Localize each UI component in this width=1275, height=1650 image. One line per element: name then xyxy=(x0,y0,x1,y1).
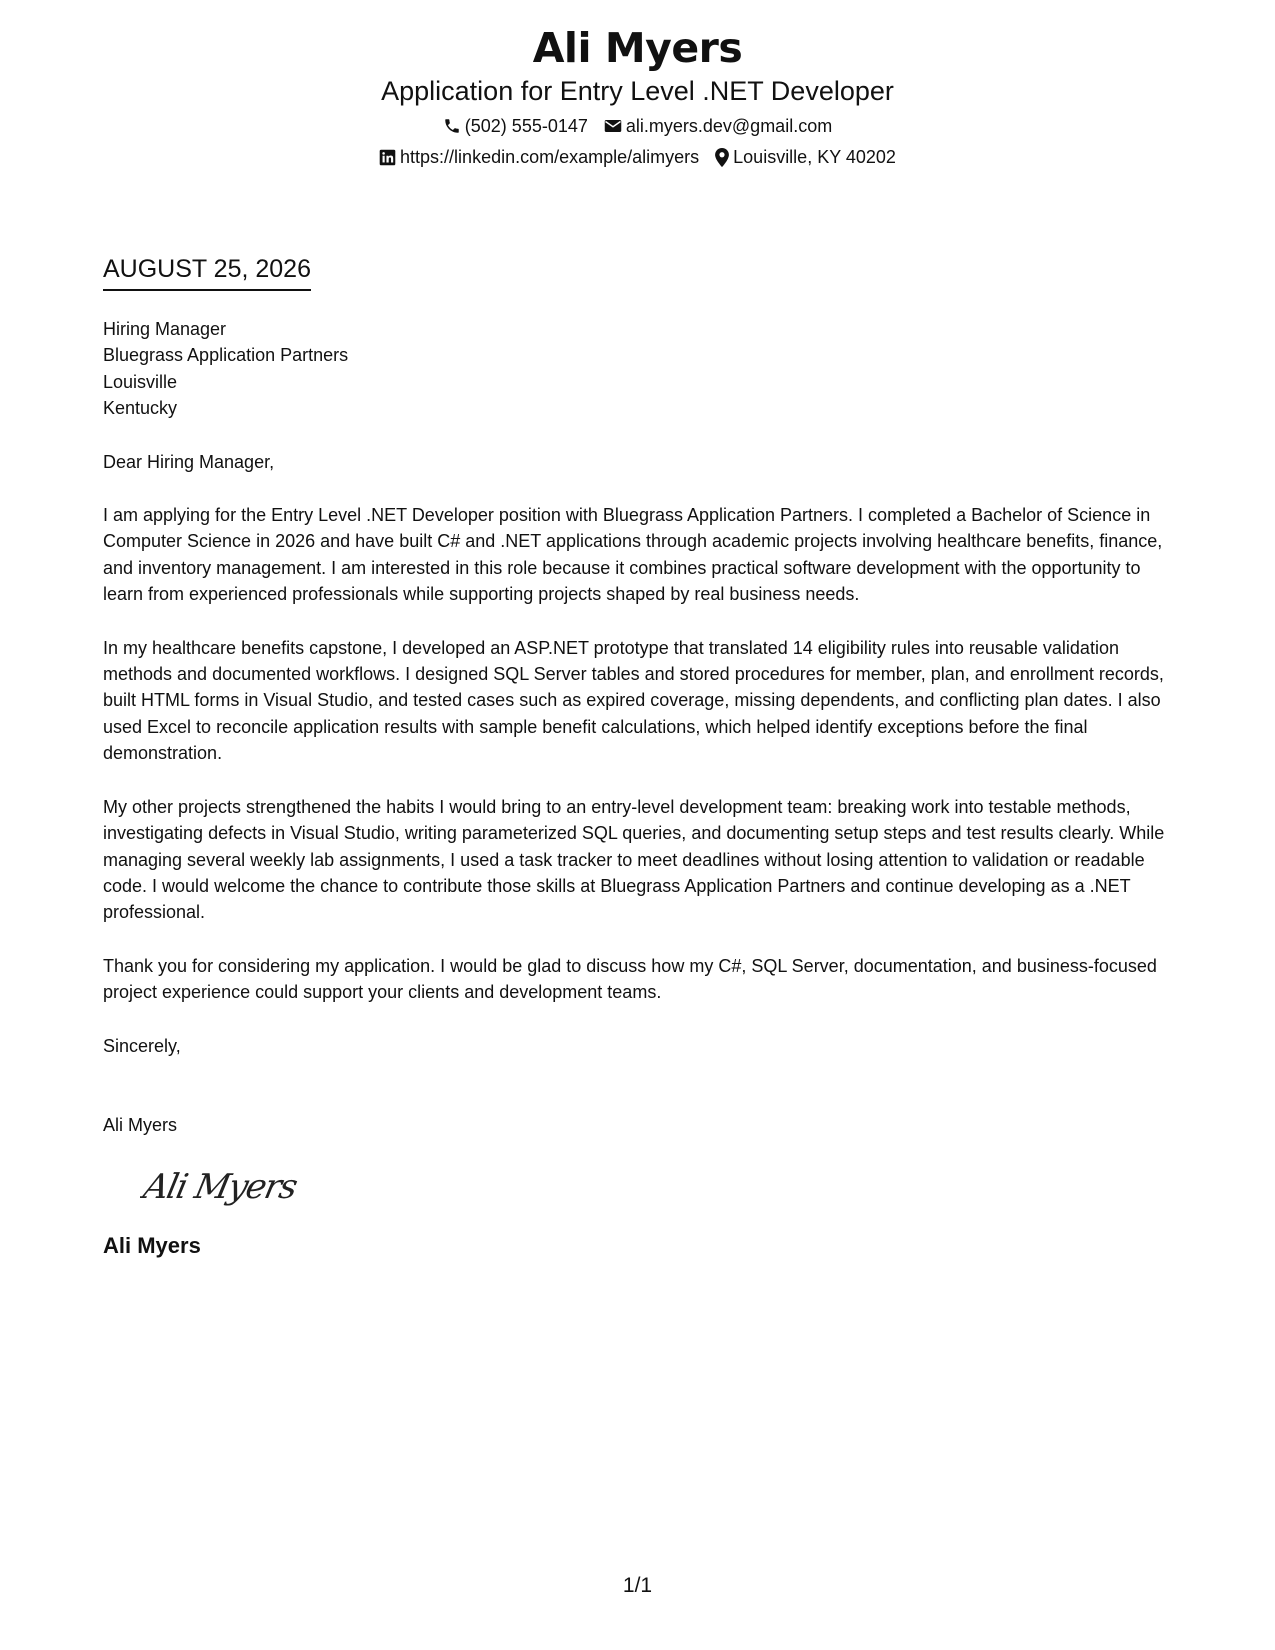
envelope-icon xyxy=(604,118,622,134)
typed-name: Ali Myers xyxy=(103,1114,178,1135)
letter-date: AUGUST 25, 2026 xyxy=(103,254,311,291)
svg-text:Ali Myers: Ali Myers xyxy=(140,1167,300,1208)
contact-linkedin xyxy=(379,144,699,170)
recipient-city: Louisville xyxy=(103,371,178,392)
phone-icon xyxy=(443,117,461,135)
linkedin-icon xyxy=(379,149,396,166)
paragraph-capstone: In my healthcare benefits capstone, I developed an ASP.NET prototype that translated 14 eligibility rules into reusable validation methods and documented workflows. I designed SQL Server tables and stored procedures for member, plan, and enrollment records, built HTML forms in Visual Studio, and tested cases such as expired coverage, missing dependents, and conflicting plan dates. I also used Excel to reconcile application results with sample benefit calculations, which helped identify exceptions before the final demonstration. xyxy=(103,637,1164,764)
handwritten-signature xyxy=(140,1160,330,1212)
recipient-title: Hiring Manager xyxy=(103,319,227,339)
greeting: Dear Hiring Manager, xyxy=(103,451,275,472)
closing-salutation: Sincerely, xyxy=(103,1035,181,1056)
location-text: Louisville, KY 40202 xyxy=(733,147,896,167)
map-marker-icon xyxy=(715,148,729,167)
letter-header xyxy=(0,22,1275,170)
recipient-company: Bluegrass Application Partners xyxy=(103,345,349,366)
contact-phone xyxy=(443,113,588,139)
contact-line-1 xyxy=(0,113,1275,139)
contact-location xyxy=(715,144,896,170)
signature-name: Ali Myers xyxy=(103,1233,201,1259)
email-address: ali.myers.dev@gmail.com xyxy=(625,116,833,136)
application-title: Application for Entry Level .NET Developer xyxy=(381,76,894,106)
phone-number: (502) 555-0147 xyxy=(464,116,588,136)
recipient-state: Kentucky xyxy=(103,398,178,419)
letter-body xyxy=(103,316,1183,1260)
contact-line-2 xyxy=(0,144,1275,170)
paragraph-projects: My other projects strengthened the habits I would bring to an entry-level development team: breaking work into testable methods, investigating defects in Visual Studio, writing parameterized SQL queries, and documenting setup steps and test results clearly. While managing several weekly lab assignments, I used a task tracker to meet deadlines without losing attention to validation or readable code. I would welcome the chance to contribute those skills at Bluegrass Application Partners and continue developing as a .NET professional. xyxy=(103,796,1165,923)
recipient-address xyxy=(103,316,1183,422)
contact-email xyxy=(604,113,832,139)
letter-date-block xyxy=(103,254,311,291)
applicant-name: Ali Myers xyxy=(532,24,743,72)
paragraph-closing: Thank you for considering my application. I would be glad to discuss how my C#, SQL Server, documentation, and business-focused project experience could support your clients and development teams. xyxy=(103,955,1157,1003)
paragraph-intro: I am applying for the Entry Level .NET Developer position with Bluegrass Application Partners. I completed a Bachelor of Science in Computer Science in 2026 and have built C# and .NET applications through academic projects involving healthcare benefits, finance, and inventory management. I am interested in this role because it combines practical software development with the opportunity to learn from experienced professionals while supporting projects shaped by real business needs. xyxy=(103,505,1163,605)
page-number: 1/1 xyxy=(622,1574,653,1597)
linkedin-url: https://linkedin.com/example/alimyers xyxy=(400,147,700,167)
